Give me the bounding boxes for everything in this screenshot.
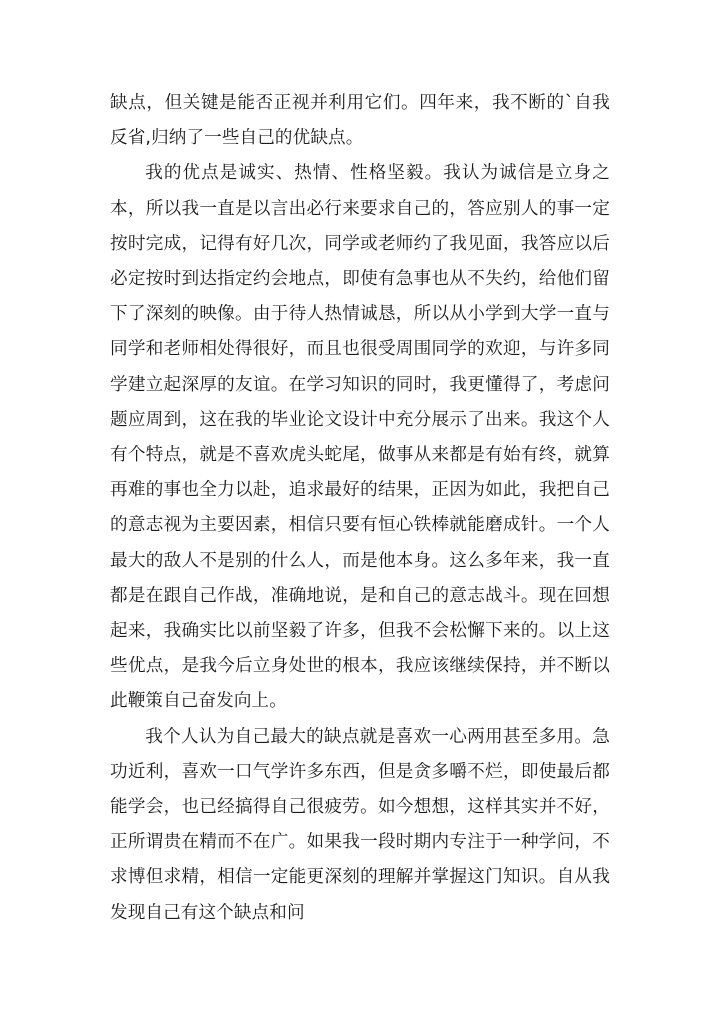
paragraph-2: 我的优点是诚实、热情、性格坚毅。我认为诚信是立身之本，所以我一直是以言出必行来要求自己的，答应别人的事一定按时完成，记得有好几次，同学或老师约了我见面，我答应以后必定按时到达指定约会地点，即使有急事也从不失约，给他们留下了深刻的映像。由于待人热情诚恳，所以从小学到大学一直与同学和老师相处得很好，而且也很受周围同学的欢迎，与许多同学建立起深厚的友谊。在学习知识的同时，我更懂得了，考虑问题应周到，这在我的毕业论文设计中充分展示了出来。我这个人有个特点，就是不喜欢虎头蛇尾，做事从来都是有始有终，就算再难的事也全力以赴，追求最好的结果，正因为如此，我把自己的意志视为主要因素，相信只要有恒心铁棒就能磨成针。一个人最大的敌人不是别的什么人，而是他本身。这么多年来，我一直都是在跟自己作战，准确地说，是和自己的意志战斗。现在回想起来，我确实比以前坚毅了许多，但我不会松懈下来的。以上这些优点，是我今后立身处世的根本，我应该继续保持，并不断以此鞭策自己奋发向上。 [110,163,610,712]
paragraph-1: 缺点，但关键是能否正视并利用它们。四年来，我不断的`自我反省,归纳了一些自己的优缺点。 [110,93,610,149]
document-body [110,86,610,931]
paragraph-3: 我个人认为自己最大的缺点就是喜欢一心两用甚至多用。急功近利，喜欢一口气学许多东西，但是贪多嚼不烂，即使最后都能学会，也已经搞得自己很疲劳。如今想想，这样其实并不好，正所谓贵在精而不在广。如果我一段时期内专注于一种学问，不求博但求精，相信一定能更深刻的理解并掌握这门知识。自从我发现自己有这个缺点和问 [110,726,610,923]
